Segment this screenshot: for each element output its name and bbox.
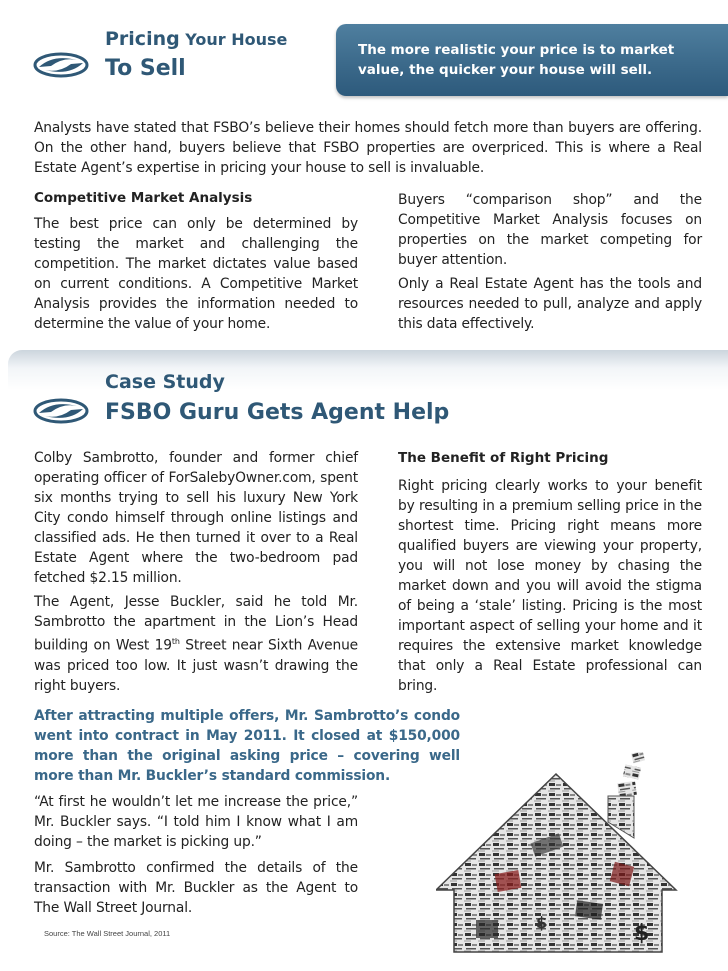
header-title-line2: To Sell <box>105 56 186 81</box>
benefit-heading: The Benefit of Right Pricing <box>398 450 609 466</box>
svg-text:$: $ <box>634 921 650 946</box>
svg-text:$: $ <box>536 913 548 932</box>
callout-text: The more realistic your price is to market value, the quicker your house will sell. <box>358 42 675 78</box>
header-title-line1: Pricing Your House <box>105 28 288 50</box>
source-citation: Source: The Wall Street Journal, 2011 <box>44 929 171 938</box>
case-study-paragraph-2: The Agent, Jesse Buckler, said he told Mr. Sambrotto the apartment in the Lion’s Head building on West 19th Street near Sixth Avenue was priced too low. It just wasn’t drawing the right buyers. <box>34 594 358 694</box>
newspaper-house-illustration <box>436 752 716 958</box>
cma-right-paragraph-2: Only a Real Estate Agent has the tools and resources needed to pull, analyze and apply this data effectively. <box>398 276 702 332</box>
confirmation-paragraph: Mr. Sambrotto confirmed the details of the transaction with Mr. Buckler as the Agent to The Wall Street Journal. <box>34 860 358 916</box>
swoosh-logo-icon <box>33 398 89 424</box>
buckler-quote: “At first he wouldn’t let me increase the price,” Mr. Buckler says. “I told him I know what I am doing – the market is picking up.” <box>34 794 358 850</box>
intro-paragraph: Analysts have stated that FSBO’s believe their homes should fetch more than buyers are offering. On the other hand, buyers believe that FSBO properties are overpriced. This is where a Real Estate Agent’s expertise in pricing your house to sell is invaluable. <box>34 120 702 176</box>
case-study-paragraph-1: Colby Sambrotto, founder and former chief operating officer of ForSalebyOwner.com, spent six months trying to sell his luxury New York City condo himself through online listings and classified ads. He then turned it over to a Real Estate Agent where the two-bedroom pad fetched $2.15 million. <box>34 450 358 586</box>
callout-banner <box>336 24 728 96</box>
case-study-highlight: After attracting multiple offers, Mr. Sambrotto’s condo went into contract in May 2011. It closed at $150,000 more than the original asking price – covering well more than Mr. Buckler’s standard commission. <box>34 708 460 784</box>
benefit-paragraph: Right pricing clearly works to your benefit by resulting in a premium selling price in the shortest time. Pricing right means more qualified buyers are viewing your property, you will not lose money by chasing the market down and you will avoid the stigma of being a ‘stale’ listing. Pricing is the most important aspect of selling your home and it requires the extensive market knowledge that only a Real Estate professional can bring. <box>398 478 702 694</box>
cma-left-paragraph: The best price can only be determined by testing the market and challenging the competition. The market dictates value based on current conditions. A Competitive Market Analysis provides the information needed to determine the value of your home. <box>34 216 358 332</box>
cma-right-paragraph-1: Buyers “comparison shop” and the Competitive Market Analysis focuses on properties on the market competing for buyer attention. <box>398 192 702 268</box>
case-study-title: FSBO Guru Gets Agent Help <box>105 400 450 425</box>
cma-heading: Competitive Market Analysis <box>34 190 253 206</box>
swoosh-logo-icon <box>33 52 89 78</box>
case-study-kicker: Case Study <box>105 371 225 393</box>
